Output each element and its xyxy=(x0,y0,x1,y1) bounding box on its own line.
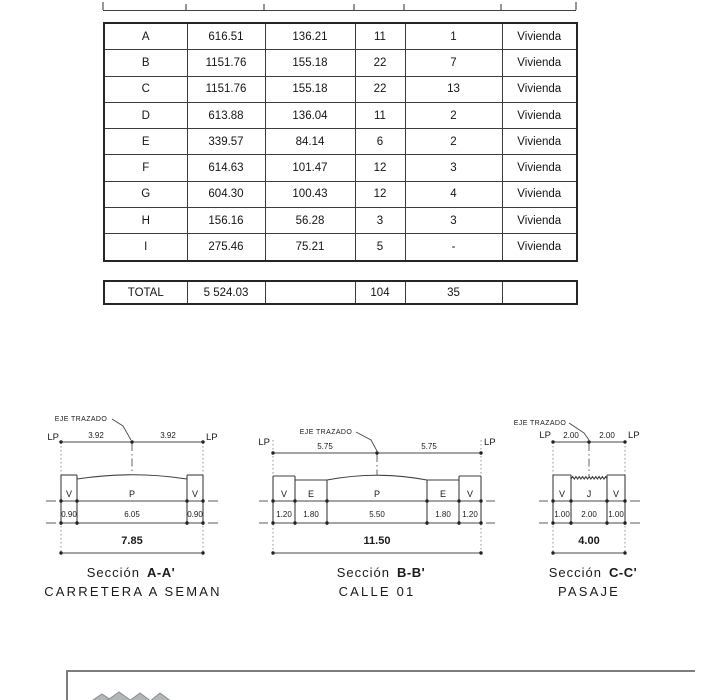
cell-perimeter: 56.28 xyxy=(265,208,355,234)
table-row xyxy=(104,23,577,50)
zone-dim: 5.50 xyxy=(369,510,385,519)
cell-use: Vivienda xyxy=(502,129,577,155)
cell-count1: 22 xyxy=(355,50,405,76)
section-code: C-C' xyxy=(609,565,638,580)
property-line-label-left: LP xyxy=(539,430,551,441)
half-width-dim: 5.75 xyxy=(317,442,333,451)
zone-label: J xyxy=(586,489,592,499)
axis-label: EJE TRAZADO xyxy=(513,420,567,427)
table-row xyxy=(104,102,577,128)
cell-block: A xyxy=(104,23,187,50)
previous-table-edge xyxy=(0,0,704,16)
total-row xyxy=(104,281,577,304)
section-subtitle: CALLE 01 xyxy=(338,584,416,599)
zone-dim: 0.90 xyxy=(61,510,77,519)
cell-perimeter: 136.21 xyxy=(265,23,355,50)
cell-count2: 3 xyxy=(405,155,502,181)
cell-count2: 1 xyxy=(405,23,502,50)
total-use xyxy=(502,281,577,304)
cell-block: G xyxy=(104,181,187,207)
section-c-c xyxy=(514,420,640,599)
cell-count1: 11 xyxy=(355,23,405,50)
section-code: B-B' xyxy=(397,565,426,580)
half-width-dim: 2.00 xyxy=(563,431,579,440)
half-width-dim: 2.00 xyxy=(599,431,615,440)
half-width-dim: 5.75 xyxy=(421,442,437,451)
cell-perimeter: 155.18 xyxy=(265,50,355,76)
cell-area: 275.46 xyxy=(187,234,265,261)
cell-area: 156.16 xyxy=(187,208,265,234)
cell-count1: 3 xyxy=(355,208,405,234)
cell-count2: 2 xyxy=(405,129,502,155)
total-width-dim: 11.50 xyxy=(363,535,391,547)
property-line-label-right: LP xyxy=(628,430,640,441)
cell-use: Vivienda xyxy=(502,50,577,76)
cell-use: Vivienda xyxy=(502,181,577,207)
cell-area: 613.88 xyxy=(187,102,265,128)
zone-label: P xyxy=(128,489,136,499)
zone-label: V xyxy=(65,489,73,499)
cell-perimeter: 100.43 xyxy=(265,181,355,207)
cell-use: Vivienda xyxy=(502,23,577,50)
cell-block: F xyxy=(104,155,187,181)
cell-use: Vivienda xyxy=(502,234,577,261)
cell-block: C xyxy=(104,76,187,102)
property-line-label-left: LP xyxy=(47,432,59,443)
cell-area: 604.30 xyxy=(187,181,265,207)
zone-label: P xyxy=(373,489,381,499)
section-title: Sección xyxy=(548,565,602,580)
zone-label: E xyxy=(307,489,315,499)
cell-perimeter: 75.21 xyxy=(265,234,355,261)
cell-count2: - xyxy=(405,234,502,261)
total-table xyxy=(103,280,578,305)
table-row xyxy=(104,50,577,76)
cell-count1: 12 xyxy=(355,155,405,181)
half-width-dim: 3.92 xyxy=(160,431,176,440)
cell-use: Vivienda xyxy=(502,208,577,234)
section-title: Sección xyxy=(336,565,390,580)
zone-dim: 1.00 xyxy=(608,510,624,519)
total-area: 5 524.03 xyxy=(187,281,265,304)
half-width-dim: 3.92 xyxy=(88,431,104,440)
zone-dim: 0.90 xyxy=(187,510,203,519)
lot-table xyxy=(103,22,578,262)
cell-use: Vivienda xyxy=(502,102,577,128)
zone-dim: 6.05 xyxy=(124,510,140,519)
cell-count1: 12 xyxy=(355,181,405,207)
zone-label: V xyxy=(191,489,199,499)
zone-label: V xyxy=(466,489,474,499)
table-row xyxy=(104,181,577,207)
zone-dim: 2.00 xyxy=(581,510,597,519)
total-count1: 104 xyxy=(355,281,405,304)
property-line-label-left: LP xyxy=(258,437,270,448)
cell-area: 616.51 xyxy=(187,23,265,50)
section-a-a xyxy=(44,416,222,599)
table-row xyxy=(104,76,577,102)
cell-block: E xyxy=(104,129,187,155)
section-b-b xyxy=(258,429,495,599)
cell-count1: 22 xyxy=(355,76,405,102)
cell-count2: 7 xyxy=(405,50,502,76)
cell-count1: 5 xyxy=(355,234,405,261)
cell-block: I xyxy=(104,234,187,261)
cell-count2: 4 xyxy=(405,181,502,207)
cell-area: 1151.76 xyxy=(187,76,265,102)
table-row xyxy=(104,129,577,155)
property-line-label-right: LP xyxy=(484,437,496,448)
axis-label: EJE TRAZADO xyxy=(54,416,108,423)
cell-area: 339.57 xyxy=(187,129,265,155)
cell-count2: 3 xyxy=(405,208,502,234)
cell-perimeter: 101.47 xyxy=(265,155,355,181)
cell-count2: 2 xyxy=(405,102,502,128)
section-title: Sección xyxy=(86,565,140,580)
axis-label: EJE TRAZADO xyxy=(299,429,353,436)
section-subtitle: CARRETERA A SEMAN xyxy=(44,584,222,599)
section-code: A-A' xyxy=(147,565,176,580)
total-width-dim: 4.00 xyxy=(578,535,600,547)
table-row xyxy=(104,208,577,234)
cell-count1: 6 xyxy=(355,129,405,155)
road-sections-drawing xyxy=(0,400,704,605)
zone-dim: 1.20 xyxy=(276,510,292,519)
cell-perimeter: 136.04 xyxy=(265,102,355,128)
cell-perimeter: 84.14 xyxy=(265,129,355,155)
cell-use: Vivienda xyxy=(502,155,577,181)
zone-label: V xyxy=(558,489,566,499)
zone-dim: 1.00 xyxy=(554,510,570,519)
title-block-frame xyxy=(66,670,695,700)
zone-label: V xyxy=(280,489,288,499)
cell-count2: 13 xyxy=(405,76,502,102)
cell-block: D xyxy=(104,102,187,128)
total-label: TOTAL xyxy=(104,281,187,304)
cell-block: B xyxy=(104,50,187,76)
zone-dim: 1.80 xyxy=(303,510,319,519)
cell-count1: 11 xyxy=(355,102,405,128)
zone-label: V xyxy=(612,489,620,499)
zone-label: E xyxy=(439,489,447,499)
cell-use: Vivienda xyxy=(502,76,577,102)
zone-dim: 1.80 xyxy=(435,510,451,519)
total-width-dim: 7.85 xyxy=(121,535,143,547)
cell-block: H xyxy=(104,208,187,234)
zone-dim: 1.20 xyxy=(462,510,478,519)
section-subtitle: PASAJE xyxy=(557,584,621,599)
property-line-label-right: LP xyxy=(206,432,218,443)
table-row xyxy=(104,234,577,261)
cell-perimeter: 155.18 xyxy=(265,76,355,102)
mountains-icon xyxy=(84,688,179,700)
cell-area: 614.63 xyxy=(187,155,265,181)
cell-area: 1151.76 xyxy=(187,50,265,76)
total-empty xyxy=(265,281,355,304)
total-count2: 35 xyxy=(405,281,502,304)
table-row xyxy=(104,155,577,181)
